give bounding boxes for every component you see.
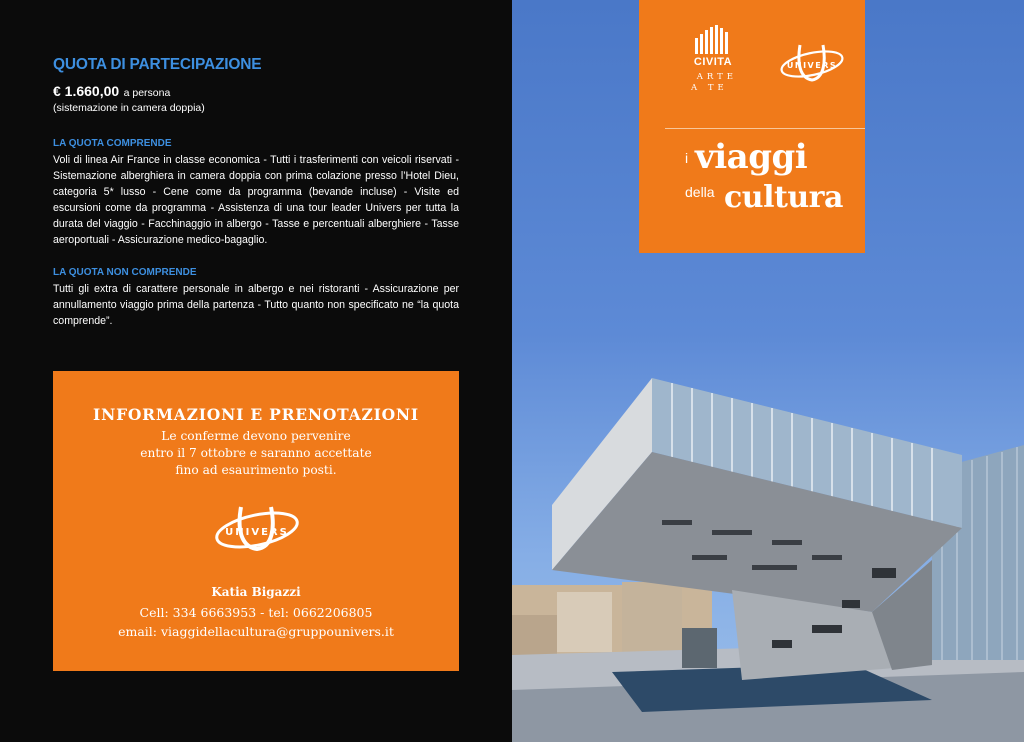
quota-title: QUOTA DI PARTECIPAZIONE [53,56,262,73]
univers-brand-logo-icon [777,42,847,84]
price-note: (sistemazione in camera doppia) [53,102,205,114]
info-line-2: entro il 7 ottobre e saranno accettate [140,446,372,460]
civita-name: CIVITA [693,56,733,68]
univers-brand-text: UNIVERS [786,61,838,70]
title-della: della [685,184,715,200]
brand-box [639,0,865,253]
arte-line-1: ARTE [696,72,737,82]
info-line-3: fino ad esaurimento posti. [175,463,337,477]
info-title: INFORMAZIONI E PRENOTAZIONI [93,405,419,424]
price [53,83,170,101]
info-line-1: Le conferme devono pervenire [161,429,351,443]
contact-details [53,603,459,641]
price-amount: € 1.660,00 [53,83,120,99]
contact-email: email: viaggidellacultura@gruppounivers.it [118,624,394,639]
non-comprende-title: LA QUOTA NON COMPRENDE [53,267,197,278]
title-viaggi: viaggi [695,137,808,177]
info-body [53,428,459,479]
title-cultura: cultura [724,180,843,215]
arte-line-2: A TE [691,83,728,93]
univers-logo-text: UNIVERS [225,527,289,538]
title-i: i [685,150,689,166]
brand-divider [665,128,865,129]
comprende-text: Voli di linea Air France in classe economica - Tutti i trasferimenti con veicoli riservati - Sistemazione alberghiera in camera doppia con prima colazione presso l’Hotel Dieu, categoria 5* lusso - Cene come da programma (bevande incluse) - Visite ed escursioni come da programma - Assistenza di una tour leader Univers per tutta la durata del viaggio - Facchinaggio in albergo - Tasse e percentuali alberghiere - Tasse aeroportuali - Assicurazione medico-bagaglio. [53,154,459,246]
univers-logo-icon [211,503,303,555]
comprende-title: LA QUOTA COMPRENDE [53,138,172,149]
contact-phone: Cell: 334 6663953 - tel: 0662206805 [139,605,373,620]
right-panel [512,0,1024,742]
price-per-person: a persona [123,87,171,99]
info-box [53,371,459,671]
civita-logo-icon [693,24,733,54]
contact-name: Katia Bigazzi [211,585,301,599]
civita-logo [683,24,743,93]
non-comprende-text: Tutti gli extra di carattere personale in albergo e nei ristoranti - Assicurazione per annullamento viaggio prima della partenza - Tutto quanto non specificato ne “la quota comprende”. [53,283,459,327]
